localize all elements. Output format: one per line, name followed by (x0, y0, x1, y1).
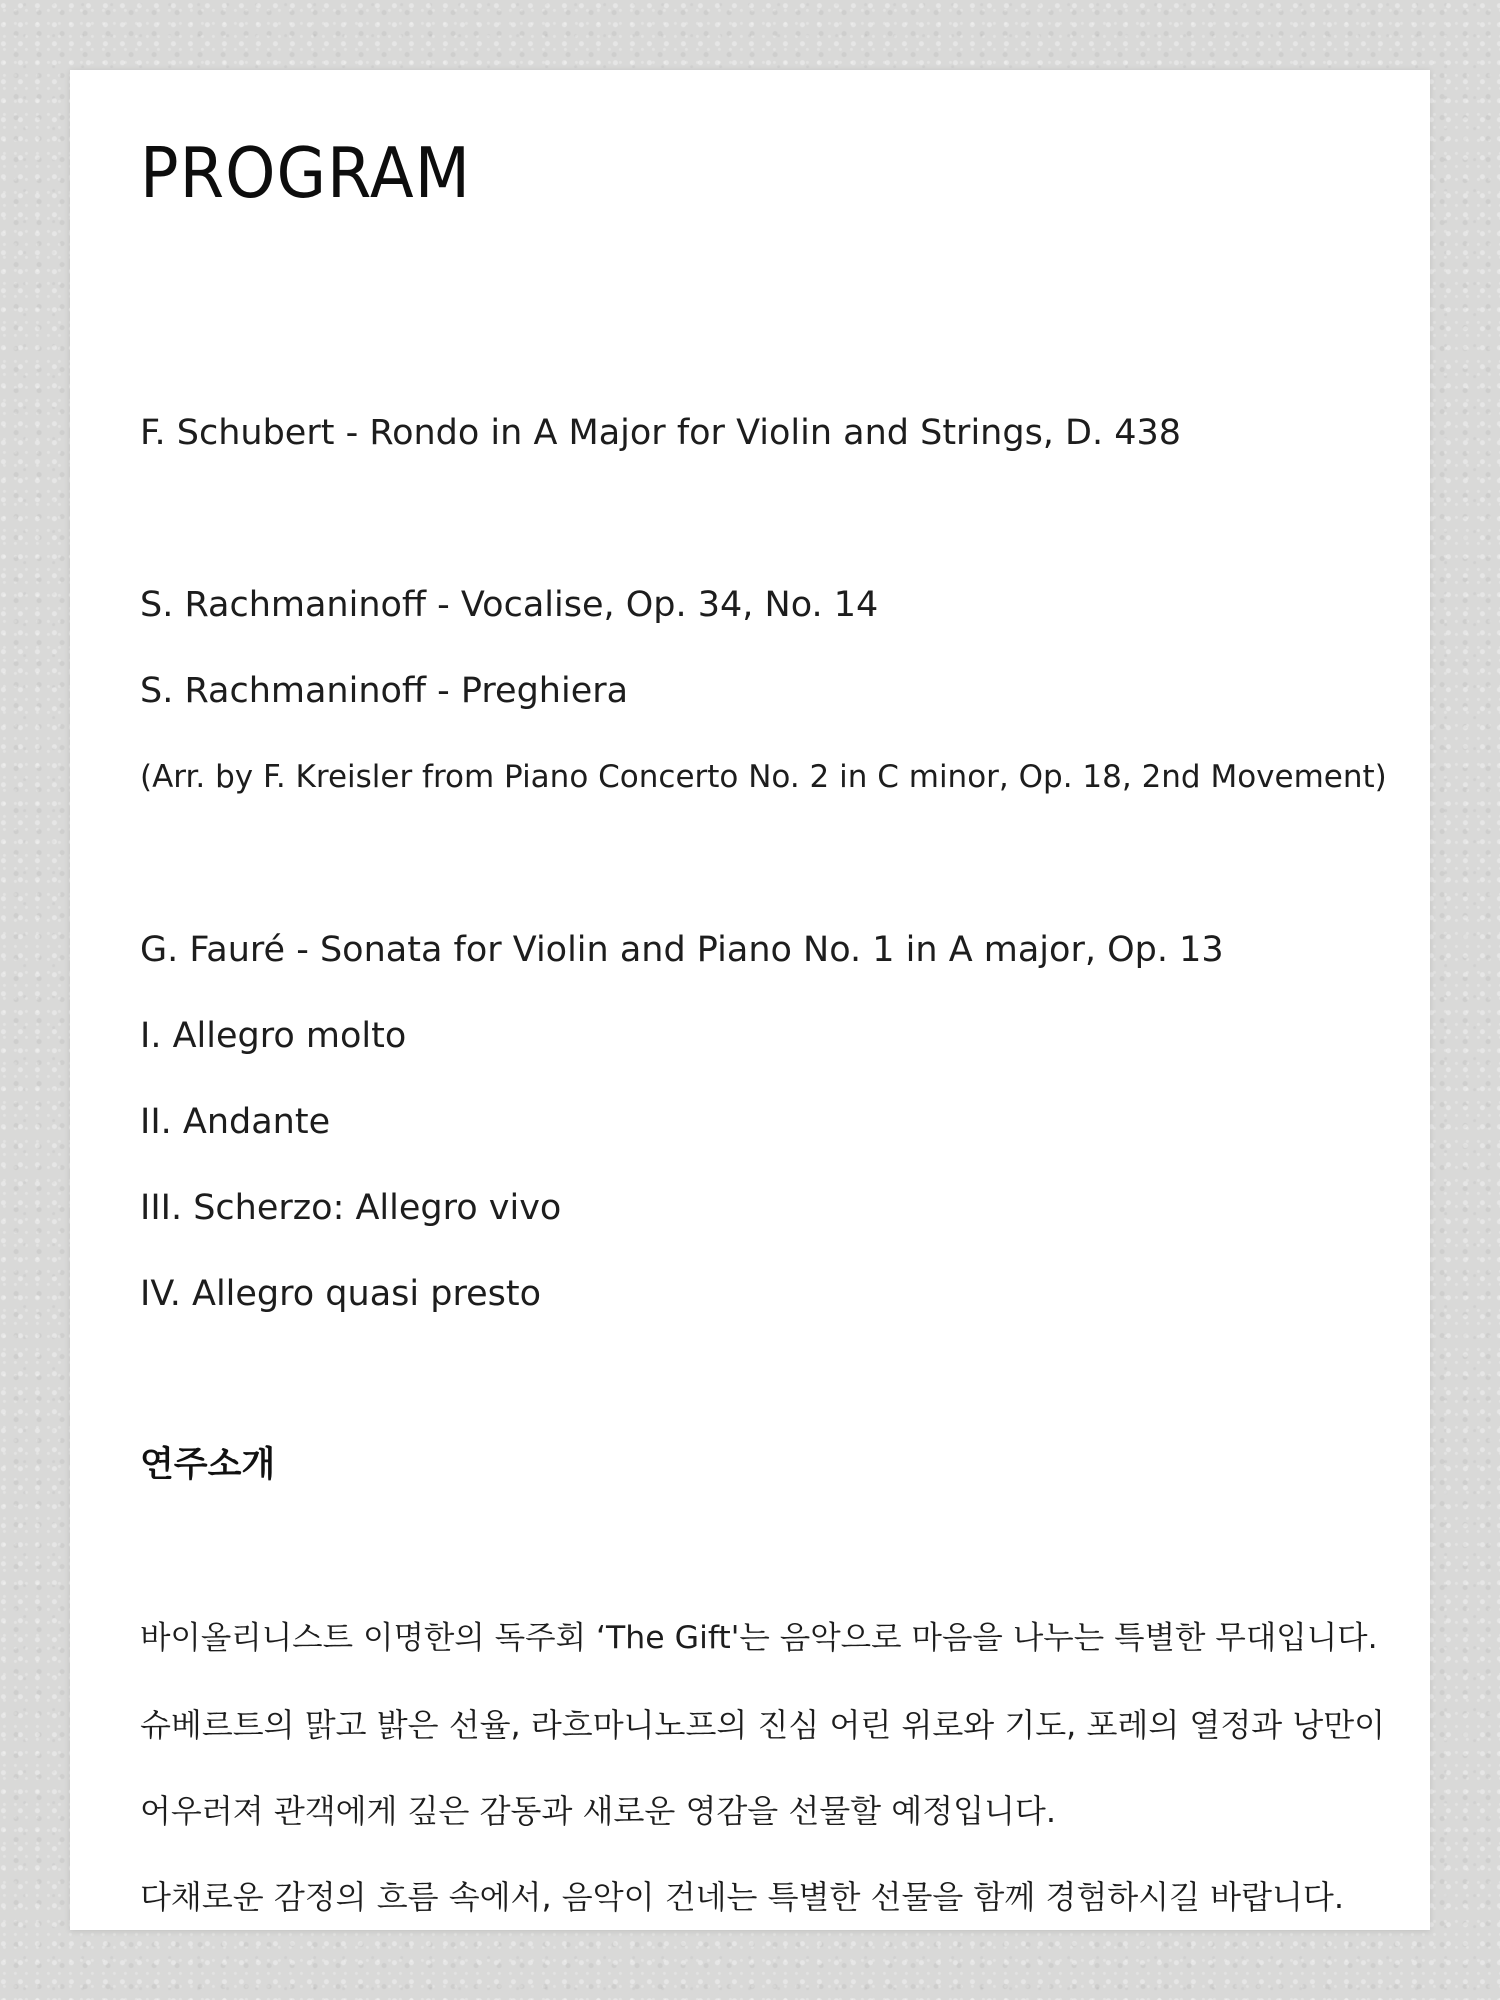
program-item-rachmaninoff-vocalise: S. Rachmaninoff - Vocalise, Op. 34, No. 14 (140, 585, 879, 625)
program-item-schubert: F. Schubert - Rondo in A Major for Violin and Strings, D. 438 (140, 413, 1182, 453)
movement-2: II. Andante (140, 1102, 331, 1142)
program-item-faure: G. Fauré - Sonata for Violin and Piano No. 1 in A major, Op. 13 (140, 930, 1224, 970)
intro-line-3: 어우러져 관객에게 깊은 감동과 새로운 영감을 선물할 예정입니다. (140, 1792, 1057, 1830)
program-item-rachmaninoff-preghiera: S. Rachmaninoff - Preghiera (140, 671, 629, 711)
movement-3: III. Scherzo: Allegro vivo (140, 1188, 562, 1228)
movement-4: IV. Allegro quasi presto (140, 1274, 541, 1314)
intro-line-1: 바이올리니스트 이명한의 독주회 ‘The Gift'는 음악으로 마음을 나누는 특별한 무대입니다. (140, 1620, 1378, 1656)
page-title: PROGRAM (140, 134, 471, 215)
movement-1: I. Allegro molto (140, 1016, 407, 1056)
intro-heading: 연주소개 (140, 1445, 276, 1485)
intro-line-2: 슈베르트의 맑고 밝은 선율, 라흐마니노프의 진심 어린 위로와 기도, 포레의 열정과 낭만이 (140, 1706, 1386, 1744)
intro-line-4: 다채로운 감정의 흐름 속에서, 음악이 건네는 특별한 선물을 함께 경험하시길 바랍니다. (140, 1878, 1344, 1916)
program-item-arrangement-note: (Arr. by F. Kreisler from Piano Concerto No. 2 in C minor, Op. 18, 2nd Movement) (140, 759, 1387, 795)
program-sheet (70, 70, 1430, 1930)
